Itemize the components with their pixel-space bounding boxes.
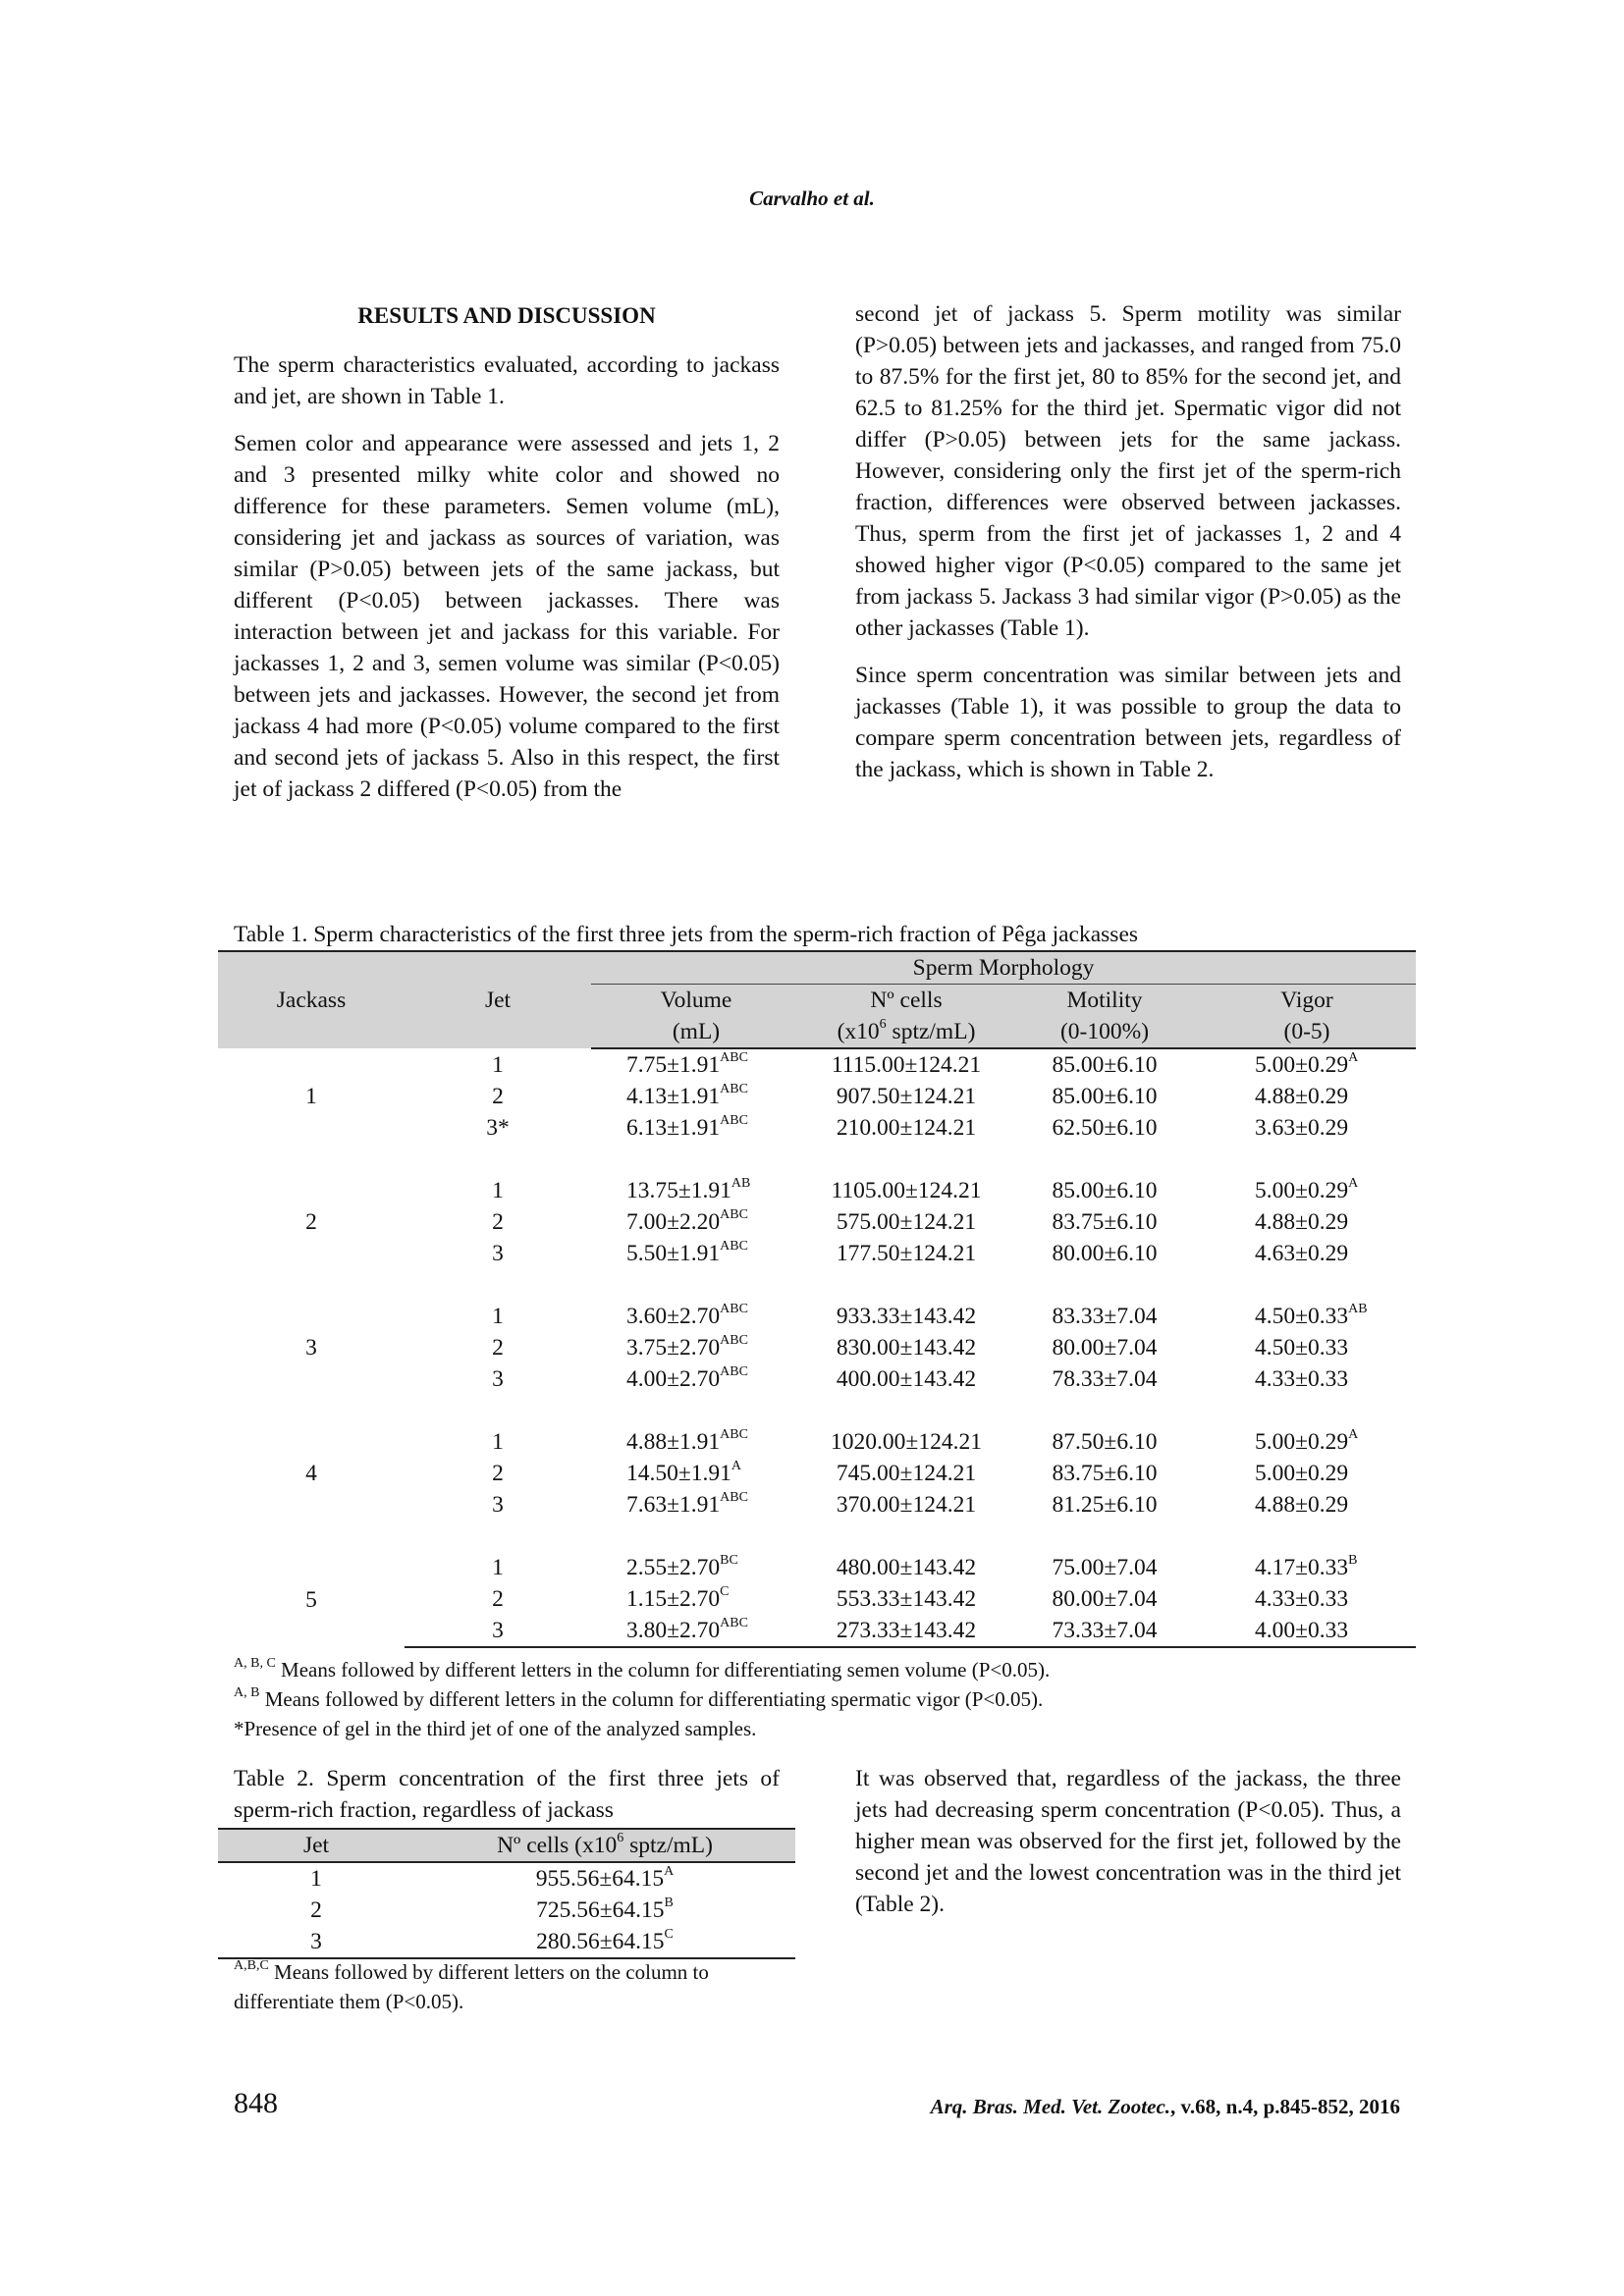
table1-cell-cells: 370.00±124.21 — [836, 1492, 977, 1518]
table2-cell-cells: $955.56\pm 64.15^A$ — [535, 1864, 675, 1892]
table1-header-volume-unit: (mL) — [591, 1016, 801, 1048]
table1-header-motility: Motility — [1011, 985, 1198, 1017]
running-head: Carvalho et al. — [749, 187, 875, 210]
table2-cell-jet: 2 — [310, 1897, 322, 1923]
table2-body — [218, 1862, 795, 1958]
table1-header-cells-unit: ($x10^6$ sptz/mL) — [801, 1016, 1011, 1048]
table1-cell-motility: 85.00±6.10 — [1052, 1178, 1158, 1203]
table1-cell-motility: 80.00±7.04 — [1052, 1586, 1158, 1612]
table1-cell-jackass: 5 — [305, 1586, 317, 1613]
table1-cell-jet: 3 — [405, 1615, 591, 1647]
table1-cell-cells: 400.00±143.42 — [836, 1366, 977, 1392]
table1-cell-jet: 3 — [492, 1492, 504, 1518]
table1-cell-motility: 80.00±7.04 — [1052, 1335, 1158, 1361]
table1-cell-cells: 1020.00±124.21 — [831, 1429, 982, 1455]
table1-cell-volume: $4.13\pm 1.91^{ABC}$ — [626, 1082, 748, 1109]
paragraph: The sperm characteristics evaluated, according to jackass and jet, are shown in Table 1. — [234, 352, 780, 409]
table1-row — [218, 1552, 1416, 1583]
table1-group-spacer — [218, 1395, 1416, 1426]
table1-cell-jackass: 1 — [305, 1083, 317, 1109]
journal-citation: Arq. Bras. Med. Vet. Zootec., v.68, n.4, p.845-852, 2016 — [930, 2095, 1400, 2118]
table2-header-jet: Jet — [218, 1829, 414, 1862]
table1-cell-cells: 933.33±143.42 — [836, 1304, 977, 1329]
table1-cell-motility: 62.50±6.10 — [1052, 1115, 1158, 1141]
table1-note: $^{A, B, C}$ Means followed by different letters in the column for differentiating semen volume (P<0.05). — [234, 1656, 1051, 1682]
table1-cell-motility: 78.33±7.04 — [1052, 1366, 1158, 1392]
paragraph: Semen color and appearance were assessed and jets 1, 2 and 3 presented milky white color and showed no difference for these parameters. Semen volume (mL), considering jet and jackass as sources of variation, was similar (P>0.05) between jets of the same jackass, but different (P<0.05) between jackasses. There was interaction between jet and jackass for this variable. For jackasses 1, 2 and 3, semen volume was similar (P<0.05) between jets and jackasses. However, the second jet from jackass 4 had more (P<0.05) volume compared to the first and second jets of jackass 5. Also in this respect, the first jet of jackass 2 differed (P<0.05) from the — [234, 431, 780, 802]
table1-cell-volume: $3.80\pm 2.70^{ABC}$ — [591, 1615, 801, 1647]
table1-cell-volume: $5.50\pm 1.91^{ABC}$ — [626, 1239, 748, 1266]
table1-cell-volume: $3.60\pm 2.70^{ABC}$ — [626, 1302, 748, 1329]
table1-cell-jackass: 3 — [305, 1335, 317, 1361]
table1-cell-motility: 85.00±6.10 — [1052, 1084, 1158, 1109]
table1-cell-jet: 2 — [492, 1586, 504, 1612]
table1-header-jackass: Jackass — [218, 951, 405, 1048]
table1-cell-cells: 907.50±124.21 — [836, 1084, 977, 1109]
table2-row — [218, 1895, 795, 1926]
table1-cell-jackass: 2 — [305, 1209, 317, 1235]
right-column — [855, 298, 1401, 801]
table1-group-spacer — [218, 1269, 1416, 1301]
table1-cell-vigor: 4.88±0.29 — [1255, 1492, 1349, 1518]
table1-cell-vigor: 4.63±0.29 — [1255, 1241, 1349, 1266]
table1-cell-cells: 273.33±143.42 — [801, 1615, 1011, 1647]
table1-notes — [234, 1655, 1050, 1743]
table1 — [218, 950, 1416, 1648]
table1-cell-motility: 83.75±6.10 — [1052, 1209, 1158, 1235]
table1-cell-motility: 85.00±6.10 — [1052, 1052, 1158, 1078]
page-number: 848 — [234, 2087, 278, 2119]
table2-note: $^{A,B,C}$ Means followed by different letters on the column to differentiate them (P<0.05). — [234, 1958, 709, 2013]
table1-cell-jet: 3 — [492, 1241, 504, 1266]
table1-cell-jet: 2 — [492, 1084, 504, 1109]
table1-cell-jet: 2 — [492, 1209, 504, 1235]
table1-note: *Presence of gel in the third jet of one of the analyzed samples. — [234, 1717, 757, 1740]
table1-cell-motility: 73.33±7.04 — [1011, 1615, 1198, 1647]
paragraph: second jet of jackass 5. Sperm motility was similar (P>0.05) between jets and jackasses, and ranged from 75.0 to 87.5% for the first jet, 80 to 85% for the second jet, and 62.5 to 81.25% for the third jet. Spermatic vigor did not differ (P>0.05) between jets for the same jackass. However, considering only the first jet of the sperm-rich fraction, differences were observed between jackasses. Thus, sperm from the first jet of jackasses 1, 2 and 4 showed higher vigor (P<0.05) compared to the same jet from jackass 5. Jackass 3 had similar vigor (P>0.05) as the other jackasses (Table 1). — [855, 301, 1401, 641]
table1-cell-cells: 210.00±124.21 — [836, 1115, 977, 1141]
table1-cell-vigor: 4.33±0.33 — [1255, 1366, 1349, 1392]
table1-cell-motility: 81.25±6.10 — [1052, 1492, 1158, 1518]
table1-cell-vigor: 4.88±0.29 — [1255, 1084, 1349, 1109]
table1-cell-volume: $4.88\pm 1.91^{ABC}$ — [626, 1427, 748, 1455]
table1-cell-vigor: $5.00\pm 0.29^A$ — [1255, 1427, 1359, 1455]
left-column — [234, 298, 780, 821]
table1-cell-cells: 177.50±124.21 — [836, 1241, 977, 1266]
table2-header-cells: Nº cells ($x10^6$ sptz/mL) — [414, 1829, 795, 1862]
table1-cell-vigor: $5.00\pm 0.29^A$ — [1255, 1050, 1359, 1078]
table1-cell-volume: $6.13\pm 1.91^{ABC}$ — [626, 1113, 748, 1141]
table1-cell-jet: 3* — [486, 1115, 510, 1141]
table1-group-spacer — [218, 1144, 1416, 1175]
section-heading: RESULTS AND DISCUSSION — [357, 303, 656, 328]
table1-header-jet: Jet — [405, 951, 591, 1048]
table1-cell-vigor: 4.50±0.33 — [1255, 1335, 1349, 1361]
table1-cell-cells: 1105.00±124.21 — [831, 1178, 982, 1203]
table1-row — [218, 1175, 1416, 1206]
table1-header-vigor: Vigor — [1198, 985, 1416, 1017]
table1-cell-volume: $4.00\pm 2.70^{ABC}$ — [626, 1364, 748, 1392]
table1-cell-vigor: 5.00±0.29 — [1255, 1461, 1349, 1486]
table1-cell-volume: $7.75\pm 1.91^{ABC}$ — [626, 1050, 748, 1078]
table1-cell-jet: 1 — [492, 1555, 504, 1580]
table1-cell-vigor: $4.17\pm 0.33^B$ — [1255, 1553, 1358, 1580]
table2-caption: Table 2. Sperm concentration of the first three jets of sperm-rich fraction, regardless of jackass — [234, 1766, 780, 1823]
table1-cell-cells: 553.33±143.42 — [836, 1586, 977, 1612]
table1-cell-jet: 2 — [492, 1335, 504, 1361]
table1-cell-jet: 1 — [492, 1051, 504, 1078]
table1-cell-vigor: $5.00\pm 0.29^A$ — [1255, 1176, 1359, 1203]
table1-cell-motility: 87.50±6.10 — [1052, 1429, 1158, 1455]
table1-note: $^{A, B}$ Means followed by different letters in the column for differentiating spermatic vigor (P<0.05). — [234, 1685, 1044, 1711]
table1-cell-volume: $14.50\pm 1.91^A$ — [626, 1459, 742, 1486]
table1-cell-motility: 83.75±6.10 — [1052, 1461, 1158, 1486]
table1-group-spacer — [218, 1521, 1416, 1552]
table1-cell-volume: $2.55\pm 2.70^{BC}$ — [626, 1553, 738, 1580]
table2-cell-cells: $725.56\pm 64.15^B$ — [536, 1896, 674, 1923]
table1-header-volume: Volume — [591, 985, 801, 1017]
table1-cell-motility: 75.00±7.04 — [1052, 1555, 1158, 1580]
table1-cell-cells: 830.00±143.42 — [836, 1335, 977, 1361]
paragraph: It was observed that, regardless of the jackass, the three jets had decreasing sperm concentration (P<0.05). Thus, a higher mean was observed for the first jet, followed by the second jet and the lowest concentration was in the third jet (Table 2). — [855, 1766, 1401, 1917]
table2-cell-jet: 3 — [218, 1926, 414, 1958]
table1-cell-vigor: 4.88±0.29 — [1255, 1209, 1349, 1235]
table1-header-sperm-morphology: Sperm Morphology — [591, 951, 1416, 985]
table1-row — [218, 1426, 1416, 1458]
table1-cell-cells: 575.00±124.21 — [836, 1209, 977, 1235]
table1-header-motility-unit: (0-100%) — [1011, 1016, 1198, 1048]
table2-cell-cells: $280.56\pm 64.15^C$ — [414, 1926, 795, 1958]
table1-cell-vigor: 3.63±0.29 — [1255, 1115, 1349, 1141]
table2 — [218, 1828, 795, 1959]
table1-cell-jet: 2 — [492, 1461, 504, 1486]
table1-cell-volume: $7.63\pm 1.91^{ABC}$ — [626, 1490, 748, 1518]
table1-cell-motility: 80.00±6.10 — [1052, 1241, 1158, 1266]
table1-header-cells: Nº cells — [801, 985, 1011, 1017]
paragraph: Since sperm concentration was similar between jets and jackasses (Table 1), it was possible to group the data to compare sperm concentration between jets, regardless of the jackass, which is shown in Table 2. — [855, 663, 1401, 782]
table1-cell-vigor: 4.33±0.33 — [1255, 1586, 1349, 1612]
table1-cell-volume: $3.75\pm 2.70^{ABC}$ — [626, 1333, 748, 1361]
table1-cell-volume: $1.15\pm 2.70^C$ — [626, 1584, 730, 1612]
table2-row — [218, 1926, 795, 1958]
table1-cell-volume: $7.00\pm 2.20^{ABC}$ — [626, 1207, 748, 1235]
table1-cell-vigor: $4.50\pm 0.33^{AB}$ — [1255, 1302, 1368, 1329]
table1-cell-jet: 3 — [492, 1366, 504, 1392]
table1-cell-jet: 1 — [492, 1429, 504, 1455]
table1-cell-vigor: 4.00±0.33 — [1198, 1615, 1416, 1647]
table1-cell-volume: $13.75\pm 1.91^{AB}$ — [626, 1176, 751, 1203]
table1-cell-cells: 1115.00±124.21 — [831, 1052, 982, 1078]
table1-cell-jet: 1 — [492, 1178, 504, 1203]
table1-body — [218, 1048, 1416, 1647]
table1-cell-jet: 1 — [492, 1304, 504, 1329]
table2-row — [218, 1862, 795, 1895]
table2-cell-jet: 1 — [310, 1866, 322, 1892]
table1-cell-jackass: 4 — [305, 1461, 317, 1486]
table1-cell-motility: 83.33±7.04 — [1052, 1304, 1158, 1329]
table1-row — [218, 1048, 1416, 1081]
table1-cell-cells: 480.00±143.42 — [836, 1555, 977, 1580]
table1-cell-cells: 745.00±124.21 — [836, 1461, 977, 1486]
table1-row — [218, 1301, 1416, 1332]
table1-header-vigor-unit: (0-5) — [1198, 1016, 1416, 1048]
table1-caption: Table 1. Sperm characteristics of the first three jets from the sperm-rich fraction of Pêga jackasses — [234, 922, 1139, 947]
